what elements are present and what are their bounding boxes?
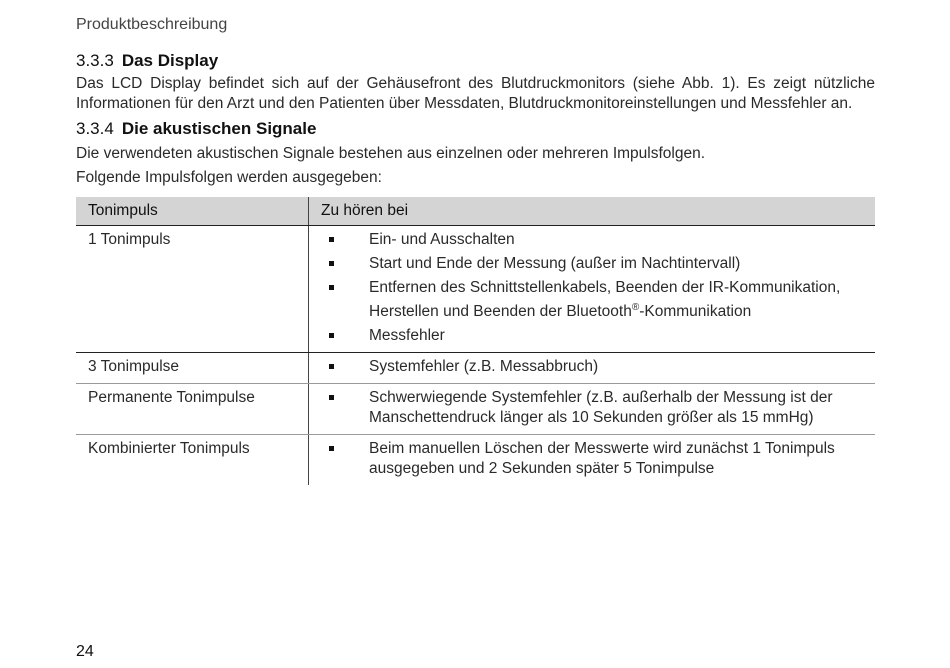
- table-cell-label: 1 Tonimpuls: [76, 226, 309, 353]
- table-cell-label: Permanente Tonimpulse: [76, 384, 309, 435]
- section-acoustic-signals: [76, 118, 875, 188]
- table-row: [76, 384, 875, 435]
- bullet-list: [321, 439, 863, 479]
- table-row: [76, 226, 875, 353]
- table-header-cell: Tonimpuls: [76, 197, 309, 226]
- bullet-icon: [329, 446, 334, 451]
- page-number: 24: [76, 643, 94, 660]
- table-cell-label: 3 Tonimpulse: [76, 353, 309, 384]
- paragraph: Die verwendeten akustischen Signale bestehen aus einzelnen oder mehreren Impulsfolgen.: [76, 145, 706, 162]
- paragraph: Das LCD Display befindet sich auf der Gehäusefront des Blutdruckmonitors (siehe Abb. 1). Es zeigt nützliche Informationen für den Arzt und den Patienten über Messdaten, Blutdruckmonitoreinstellungen und Messfehler an.: [76, 75, 875, 112]
- list-item: [321, 254, 863, 274]
- list-item: [321, 357, 863, 377]
- section-display: [76, 50, 875, 114]
- running-header: Produktbeschreibung: [76, 16, 228, 33]
- table-header-row: [76, 197, 875, 226]
- table-cell-label: Kombinierter Tonimpuls: [76, 435, 309, 486]
- table-cell-content: [309, 353, 876, 384]
- list-item-text: Messfehler: [369, 327, 445, 345]
- bullet-icon: [329, 261, 334, 266]
- table-cell-content: [309, 435, 876, 486]
- bullet-list: [321, 388, 863, 428]
- paragraph: Folgende Impulsfolgen werden ausgegeben:: [76, 169, 382, 186]
- section-heading: [76, 118, 875, 140]
- table-header-cell: Zu hören bei: [309, 197, 876, 226]
- section-title: Das Display: [121, 51, 219, 70]
- bullet-icon: [329, 333, 334, 338]
- list-item: [321, 388, 863, 428]
- table-row: [76, 435, 875, 486]
- registered-mark: ®: [631, 302, 640, 313]
- table-row: [76, 353, 875, 384]
- bullet-icon: [329, 285, 334, 290]
- list-item: [321, 439, 863, 479]
- section-title: Die akustischen Signale: [121, 119, 317, 138]
- signal-table: [76, 197, 875, 485]
- list-item-text-suffix: -Kommunikation: [639, 303, 752, 321]
- list-item-text: Systemfehler (z.B. Messabbruch): [369, 358, 599, 376]
- list-item: [321, 278, 863, 322]
- section-number: 3.3.4: [76, 119, 114, 138]
- list-item-text: Start und Ende der Messung (außer im Nachtintervall): [369, 255, 741, 272]
- list-item: [321, 230, 863, 250]
- list-item-text: Entfernen des Schnittstellenkabels, Beenden der IR-Kommunikation, Herstellen und Beenden der Bluetooth: [369, 279, 841, 321]
- list-item-text: Beim manuellen Löschen der Messwerte wird zunächst 1 Tonimpuls ausgegeben und 2 Sekunden später 5 Tonimpulse: [369, 440, 835, 478]
- section-heading: [76, 50, 875, 72]
- table-cell-content: [309, 384, 876, 435]
- bullet-list: [321, 230, 863, 346]
- list-item-text: Schwerwiegende Systemfehler (z.B. außerhalb der Messung ist der Manschettendruck länger als 10 Sekunden größer als 15 mmHg): [369, 389, 833, 427]
- bullet-icon: [329, 395, 334, 400]
- section-number: 3.3.3: [76, 51, 114, 70]
- bullet-icon: [329, 364, 334, 369]
- list-item-text: Ein- und Ausschalten: [369, 231, 515, 248]
- list-item: [321, 326, 863, 346]
- bullet-list: [321, 357, 863, 377]
- table-cell-content: [309, 226, 876, 353]
- bullet-icon: [329, 237, 334, 242]
